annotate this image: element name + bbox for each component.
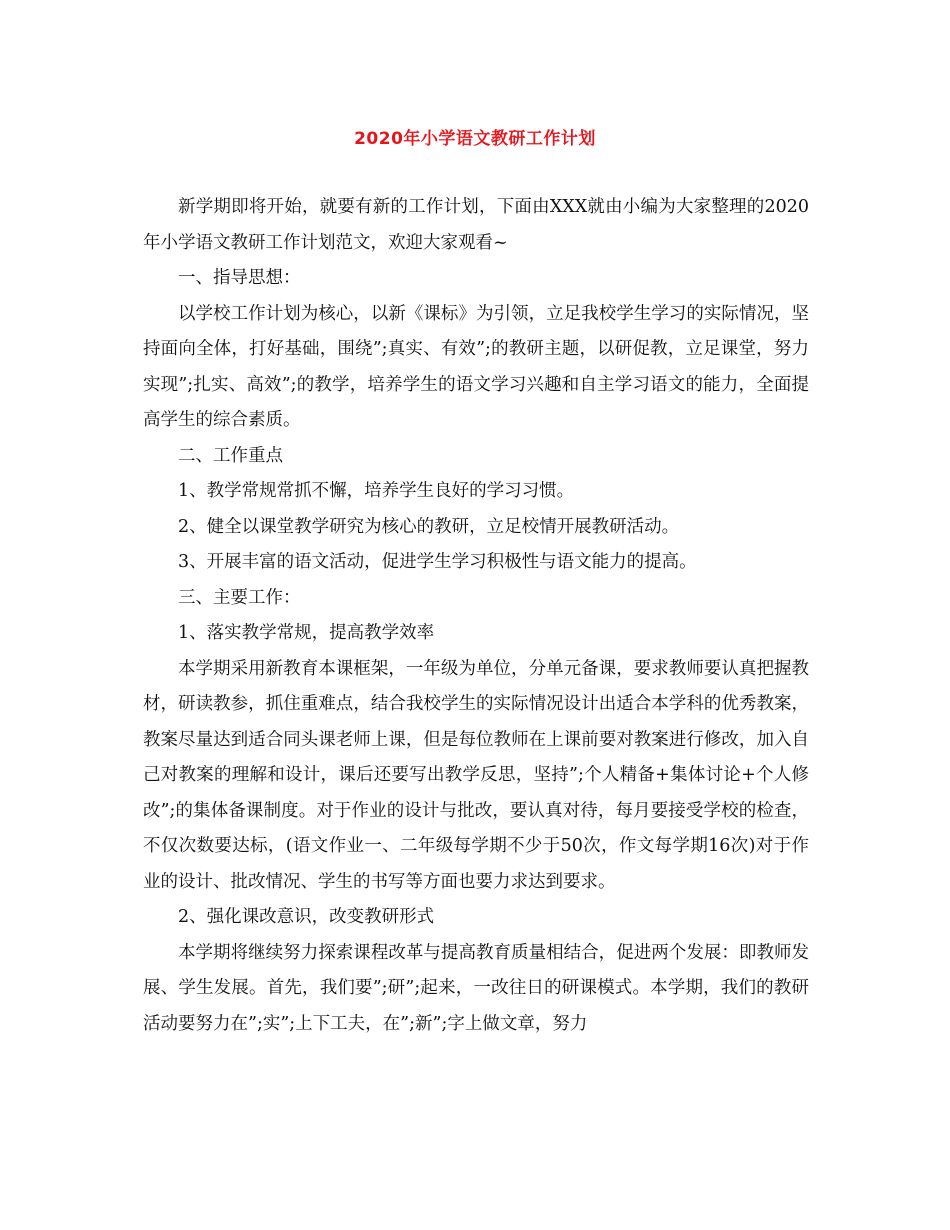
paragraph-curriculum-reform: 本学期将继续努力探索课程改革与提高教育质量相结合，促进两个发展：即教师发展、学生发展。首先，我们要”;研”;起来，一改往日的研课模式。本学期，我们的教研活动要努力在”;实”;上下工夫，在”;新”;字上做文章，努力 <box>143 942 809 1034</box>
paragraph-guiding-ideology: 以学校工作计划为核心，以新《课标》为引领，立足我校学生学习的实际情况，坚持面向全体，打好基础，围绕”;真实、有效”;的教研主题，以研促教，立足课堂，努力实现”;扎实、高效”;的教学，培养学生的语文学习兴趣和自主学习语文的能力，全面提高学生的综合素质。 <box>143 303 809 430</box>
list-item-focus-2: 2、健全以课堂教学研究为核心的教研，立足校情开展教研活动。 <box>178 516 680 537</box>
heading-work-focus: 二、工作重点 <box>178 445 283 466</box>
list-item-focus-1: 1、教学常规常抓不懈，培养学生良好的学习习惯。 <box>178 481 575 501</box>
list-item-focus-3: 3、开展丰富的语文活动，促进学生学习积极性与语文能力的提高。 <box>178 552 697 572</box>
document-title: 2020年小学语文教研工作计划 <box>354 129 596 149</box>
subheading-teaching-routine: 1、落实教学常规，提高教学效率 <box>178 623 435 643</box>
subheading-curriculum-reform: 2、强化课改意识，改变教研形式 <box>178 907 435 927</box>
paragraph-teaching-routine: 本学期采用新教育本课框架，一年级为单位，分单元备课，要求教师要认真把握教材，研读教参，抓住重难点，结合我校学生的实际情况设计出适合本学科的优秀教案，教案尽量达到适合同头课老师上课，但是每位教师在上课前要对教案进行修改，加入自己对教案的理解和设计，课后还要写出教学反思，坚持”;个人精备+集体讨论+个人修改”;的集体备课制度。对于作业的设计与批改，要认真对待，每月要接受学校的检查，不仅次数要达标，(语文作业一、二年级每学期不少于50次，作文每学期16次)对于作业的设计、批改情况、学生的书写等方面也要力求达到要求。 <box>143 658 809 892</box>
paragraph-intro: 新学期即将开始，就要有新的工作计划，下面由XXX就由小编为大家整理的2020年小学语文教研工作计划范文，欢迎大家观看~ <box>143 197 809 253</box>
heading-main-work: 三、主要工作： <box>178 587 301 608</box>
document-body <box>143 190 809 1042</box>
heading-guiding-ideology: 一、指导思想： <box>178 268 301 288</box>
